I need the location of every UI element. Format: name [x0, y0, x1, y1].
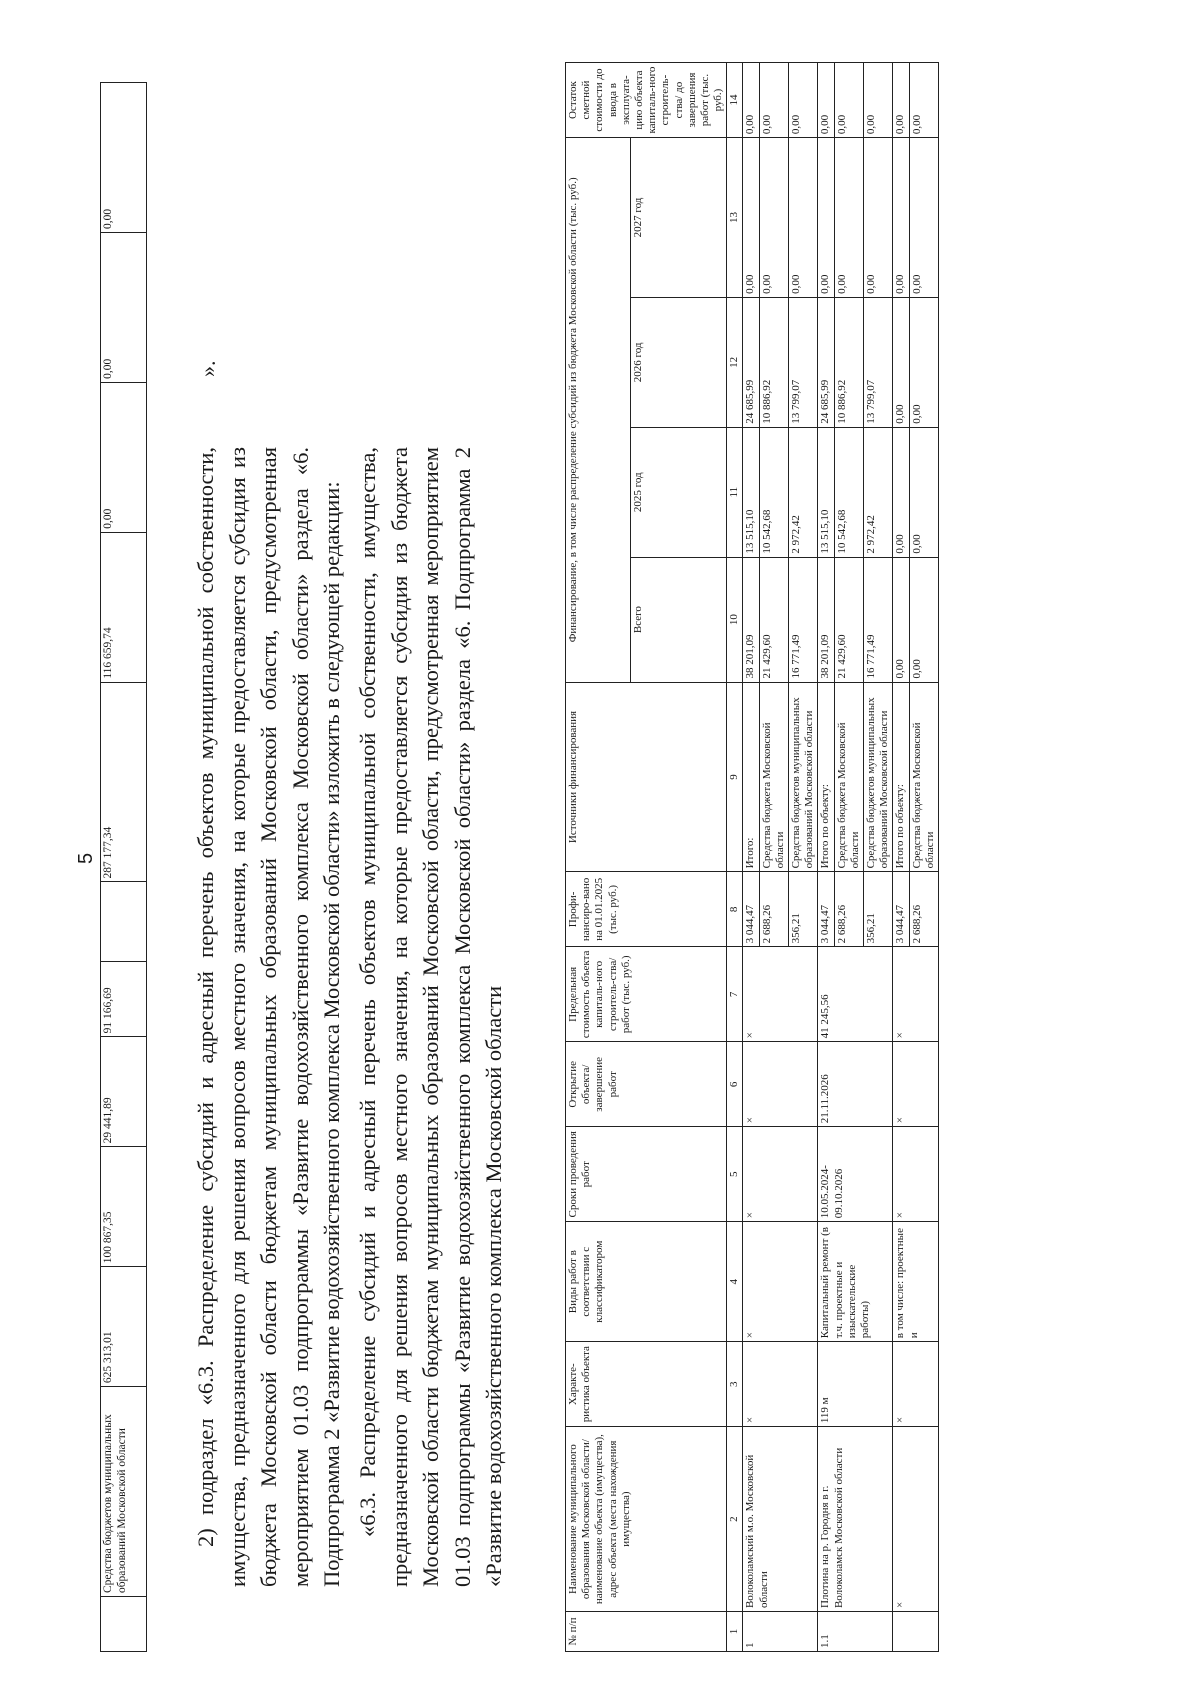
column-number: 8	[727, 872, 743, 947]
header-cell-group: Финансирование, в том числе распределение субсидий из бюджета Московской области (тыс. руб.)	[566, 138, 631, 682]
header-cell: Характе-ристика объекта	[566, 1342, 727, 1427]
header-cell: 2026 год	[631, 297, 727, 427]
top-table-value: 625 313,01	[101, 1267, 147, 1387]
top-table	[100, 82, 147, 1652]
column-number: 1	[727, 1612, 743, 1652]
year-2027: 0,00	[818, 138, 834, 298]
header-cell: Виды работ в соответствии с классификатором	[566, 1222, 727, 1342]
year-2025: 10 542,68	[759, 427, 788, 557]
top-table-value: 100 867,35	[101, 1147, 147, 1267]
total: 21 429,60	[759, 557, 788, 682]
prefunded: 356,21	[863, 872, 892, 947]
funding-source: Итого по объекту:	[893, 682, 909, 872]
remaining-cost: 0,00	[834, 63, 863, 138]
year-2026: 24 685,99	[818, 297, 834, 427]
column-number: 5	[727, 1127, 743, 1222]
year-2027: 0,00	[789, 138, 818, 298]
year-2025: 10 542,68	[834, 427, 863, 557]
year-2026: 13 799,07	[863, 297, 892, 427]
work-type: в том числе: проектные и	[893, 1222, 939, 1342]
row-number: 1	[743, 1612, 818, 1652]
top-table-value: 0,00	[101, 83, 147, 233]
total: 0,00	[893, 557, 909, 682]
header-cell: Предельная стоимость объекта капиталь-ного строитель-ства/работ (тыс. руб.)	[566, 947, 727, 1042]
total: 21 429,60	[834, 557, 863, 682]
page-number: 5	[75, 852, 97, 864]
column-number: 11	[727, 427, 743, 557]
column-number: 3	[727, 1342, 743, 1427]
year-2025: 13 515,10	[818, 427, 834, 557]
row-number	[893, 1612, 939, 1652]
total: 38 201,09	[818, 557, 834, 682]
max-cost: ×	[893, 947, 939, 1042]
column-number: 12	[727, 297, 743, 427]
year-2027: 0,00	[909, 138, 938, 298]
object-characteristic: 119 м	[818, 1342, 893, 1427]
year-2026: 0,00	[909, 297, 938, 427]
column-number-row	[727, 63, 743, 1652]
work-type: ×	[743, 1222, 818, 1342]
top-table-cell	[101, 1597, 147, 1652]
column-number: 2	[727, 1427, 743, 1612]
top-table-value: 0,00	[101, 382, 147, 532]
year-2027: 0,00	[893, 138, 909, 298]
funding-source: Итого по объекту:	[818, 682, 834, 872]
year-2025: 2 972,42	[863, 427, 892, 557]
year-2027: 0,00	[834, 138, 863, 298]
remaining-cost: 0,00	[759, 63, 788, 138]
column-number: 14	[727, 63, 743, 138]
year-2026: 0,00	[893, 297, 909, 427]
work-period: ×	[893, 1127, 939, 1222]
completion-date: ×	[743, 1042, 818, 1127]
paragraph-intro: 2) подраздел «6.3. Распределение субсидий и адресный перечень объектов муниципальной собственности, имущества, предназначенного для решения вопросов местного значения, на которые предоставляется субсидия из бюджета Московской области бюджетам муниципальных образований Московской области, предусмотренная мероприятием 01.03 подпрограммы «Развитие водохозяйственного комплекса Московской области» раздела «6. Подпрограмма 2 «Развитие водохозяйственного комплекса Московской области» изложить в следующей редакции:	[193, 447, 344, 1587]
column-number: 7	[727, 947, 743, 1042]
year-2026: 24 685,99	[743, 297, 759, 427]
top-table-value: 29 441,89	[101, 1037, 147, 1147]
completion-date: ×	[893, 1042, 939, 1127]
top-table-row	[101, 83, 147, 1652]
top-table-value: 116 659,74	[101, 532, 147, 682]
header-cell: Наименование муниципального образования Московской области/ наименование объекта (имущества), адрес объекта (места нахождения имущества)	[566, 1427, 727, 1612]
year-2025: 13 515,10	[743, 427, 759, 557]
header-cell: Всего	[631, 557, 727, 682]
top-table-label: Средства бюджетов муниципальных образований Московской области	[101, 1387, 147, 1597]
table-row	[893, 63, 909, 1652]
year-2027: 0,00	[759, 138, 788, 298]
column-number: 10	[727, 557, 743, 682]
year-2026: 10 886,92	[834, 297, 863, 427]
total: 16 771,49	[863, 557, 892, 682]
header-cell: Открытие объекта/ завершение работ	[566, 1042, 727, 1127]
object-characteristic: ×	[743, 1342, 818, 1427]
prefunded: 3 044,47	[743, 872, 759, 947]
total: 0,00	[909, 557, 938, 682]
column-number: 6	[727, 1042, 743, 1127]
header-cell: Источники финансирования	[566, 682, 727, 872]
completion-date: 21.11.2026	[818, 1042, 893, 1127]
year-2025: 0,00	[909, 427, 938, 557]
top-table-cell	[101, 882, 147, 962]
object-name: Волоколамский м.о. Московской области	[743, 1427, 818, 1612]
top-table-value: 91 166,69	[101, 962, 147, 1037]
year-2027: 0,00	[743, 138, 759, 298]
table-row	[818, 63, 834, 1652]
data-table	[565, 62, 939, 1652]
top-table-value: 0,00	[101, 232, 147, 382]
header-cell: Профи-нансиро-вано на 01.01.2025 (тыс. руб.)	[566, 872, 727, 947]
prefunded: 3 044,47	[893, 872, 909, 947]
remaining-cost: 0,00	[789, 63, 818, 138]
prefunded: 3 044,47	[818, 872, 834, 947]
total: 16 771,49	[789, 557, 818, 682]
remaining-cost: 0,00	[863, 63, 892, 138]
header-row	[566, 63, 631, 1652]
year-2026: 10 886,92	[759, 297, 788, 427]
header-cell: Сроки проведения работ	[566, 1127, 727, 1222]
remaining-cost: 0,00	[818, 63, 834, 138]
prefunded: 2 688,26	[834, 872, 863, 947]
prefunded: 2 688,26	[909, 872, 938, 947]
work-period: ×	[743, 1127, 818, 1222]
column-number: 9	[727, 682, 743, 872]
funding-source: Средства бюджетов муниципальных образований Московской области	[789, 682, 818, 872]
column-number: 13	[727, 138, 743, 298]
remaining-cost: 0,00	[909, 63, 938, 138]
prefunded: 356,21	[789, 872, 818, 947]
funding-source: Средства бюджетов муниципальных образований Московской области	[863, 682, 892, 872]
header-cell: № п/п	[566, 1612, 727, 1652]
object-characteristic: ×	[893, 1342, 939, 1427]
max-cost: 41 245,56	[818, 947, 893, 1042]
header-cell: Остаток сметной стоимости до ввода в эксплуата-цию объекта капиталь-ного строитель-ства/ до завершения работ (тыс. руб.)	[566, 63, 727, 138]
object-name: Плотина на р. Городня в г. Волоколамск Московской области	[818, 1427, 893, 1612]
funding-source: Средства бюджета Московской области	[759, 682, 788, 872]
column-number: 4	[727, 1222, 743, 1342]
year-2025: 2 972,42	[789, 427, 818, 557]
total: 38 201,09	[743, 557, 759, 682]
year-2026: 13 799,07	[789, 297, 818, 427]
closing-quote: ».	[195, 360, 220, 377]
remaining-cost: 0,00	[893, 63, 909, 138]
work-type: Капитальный ремонт (в т.ч. проектные и изыскательские работы)	[818, 1222, 893, 1342]
top-table-value: 287 177,34	[101, 682, 147, 882]
remaining-cost: 0,00	[743, 63, 759, 138]
year-2025: 0,00	[893, 427, 909, 557]
row-number: 1.1	[818, 1612, 893, 1652]
max-cost: ×	[743, 947, 818, 1042]
funding-source: Средства бюджета Московской области	[834, 682, 863, 872]
funding-source: Средства бюджета Московской области	[909, 682, 938, 872]
paragraph-heading: «6.3. Распределение субсидий и адресный перечень объектов муниципальной собственности, имущества, предназначенного для решения вопросов местного значения, на которые предоставляется субсидия из бюджета Московской области бюджетам муниципальных образований Московской области, предусмотренная мероприятием 01.03 подпрограммы «Развитие водохозяйственного комплекса Московской области» раздела «6. Подпрограмма 2 «Развитие водохозяйственного комплекса Московской области	[355, 447, 506, 1587]
prefunded: 2 688,26	[759, 872, 788, 947]
work-period: 10.05.2024-09.10.2026	[818, 1127, 893, 1222]
object-name: ×	[893, 1427, 939, 1612]
year-2027: 0,00	[863, 138, 892, 298]
funding-source: Итого:	[743, 682, 759, 872]
header-cell: 2027 год	[631, 138, 727, 298]
header-cell: 2025 год	[631, 427, 727, 557]
table-row	[743, 63, 759, 1652]
